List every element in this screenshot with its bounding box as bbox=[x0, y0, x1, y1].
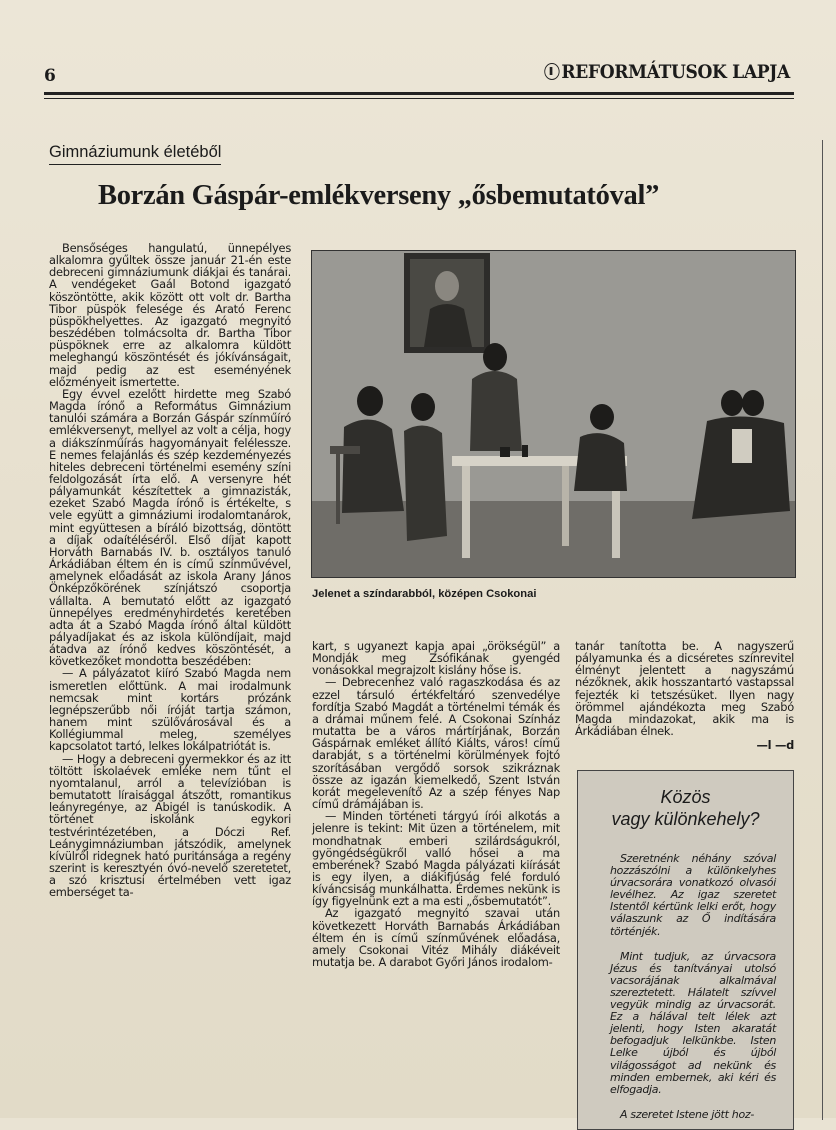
masthead-title: REFORMÁTUSOK LAPJA bbox=[561, 61, 790, 83]
masthead bbox=[544, 61, 790, 83]
paragraph: kart, s ugyanezt kapja apai „örökségül” a Mondják meg Zsófikának gyengéd vonásokkal megrajzolt kislány hőse is. bbox=[312, 639, 560, 678]
header-rule-thin bbox=[44, 98, 794, 99]
sidebar-paragraph: Mint tudjuk, az úrvacsora Jézus és tanítványai utolsó vacsorájának alkalmával szereztetett. Hálatelt szívvel vegyük mindig az úrvacsorát. Ez a hálával telt lélek azt jelenti, hogy Isten akaratát befogadjuk lelkünkbe. Isten Lelke újból és újból világosságot ad nekünk és minden embernek, aki kéri és elfogadja. bbox=[610, 949, 776, 1096]
article-photo bbox=[311, 250, 796, 578]
sidebar-paragraph: A szeretet Istene jött hoz- bbox=[620, 1107, 755, 1121]
section-label: Gimnáziumunk életéből bbox=[49, 143, 221, 165]
masthead-seal-icon bbox=[544, 63, 559, 80]
paragraph: — Minden történeti tárgyú írói alkotás a jelenre is tekint: Mit üzen a történelem, mit mondhatnak emberi szilárdságukról, gyöngédségükről valló hősei a ma emberének? Szabó Magda pályázati kiírását is egy ilyen, a diákifjúság felé forduló kíváncsiság munkálhatta. Érdemes nekünk is így figyelnünk ezt a ma esti „ősbemutatót”. bbox=[312, 809, 560, 909]
article-headline: Borzán Gáspár-emlékverseny „ősbemutatóval” bbox=[98, 180, 660, 211]
paragraph: — Hogy a debreceni gyermekkor és az itt töltött iskolaévek emléke nem tűnt el nyomtalanul, arról a televízióban is bemutatott líraisággal átszőtt, romantikus leányregénye, az Abigél is tanúskodik. A történet iskolánk egykori testvérintézetében, a Dóczi Ref. Leánygimnáziumban játszódik, amelynek kívülről ridegnek ható puritánsága a regény szerint is keresztyén óvó-nevelő szeretetet, a szó krisztusi értelmében vett igaz emberséget ta- bbox=[49, 751, 291, 900]
paragraph: Egy évvel ezelőtt hirdette meg Szabó Magda írónő a Református Gimnázium tanulói számára a Borzán Gáspár színműíró emlékversenyt, mellyel az volt a célja, hogy a diákszínműírás hagyományait felélessze. E nemes felajánlás és szép kezdeményezés hiteles debreceni történelmi esemény színi feldolgozását írta elő. A versenyre hét pályamunkát készítettek a gimnazisták, ezeket Szabó Magda írónő is értékelte, s vele együtt a gimnáziumi irodalomtanárok, mint együttesen a bíráló bizottság, döntött a díjak odaítéléséről. Első díjat kapott Horváth Barnabás IV. b. osztályos tanuló Árkádiában éltem én is című színművével, amelynek előadását az iskola Arany János Önképzőkörének színjátszó csoportja vállalta. A bemutató előtt az igazgató ünnepélyes eredményhirdetés keretében adta át a Szabó Magda írónő által küldött pályadíjakat és az iskola különdíjait, majd átadva az írónő kedves köszöntését, a következőket mondotta beszédében: bbox=[49, 386, 291, 669]
author-signature: —l —d bbox=[756, 738, 794, 753]
paragraph: — Debrecenhez való ragaszkodása és az ezzel társuló értékfeltáró szenvedélye fordítja Szabó Magdát a történelmi témák és a drámai műnem felé. A Csokonai Színház mutatta be a város mártírjának, Borzán Gáspárnak emléket állító Kiálts, város! című darabját, s a történelmi körülmények fojtó szorításában vergődő sorsok szikráznak össze az igazán kiemelkedő, Szent István korát megelevenítő Az a szép fényes Nap című drámájában is. bbox=[312, 675, 560, 812]
article-column-1 bbox=[49, 242, 291, 898]
sidebar-box bbox=[577, 770, 794, 1130]
article-column-3 bbox=[575, 640, 794, 751]
sidebar-title-line: vagy különkehely? bbox=[611, 809, 760, 829]
page-number: 6 bbox=[44, 66, 56, 86]
sidebar-title bbox=[578, 786, 793, 830]
paragraph: Az igazgató megnyitó szavai után következett Horváth Barnabás Árkádiában éltem én is című színművének előadása, amely Csokonai Vitéz Mihály diákéveit mutatja be. A darabot Győri János irodalom- bbox=[312, 906, 560, 970]
paragraph: — A pályázatot kiíró Szabó Magda nem ismeretlen előttünk. A mai irodalmunk nemcsak mint kortárs prózánk legnépszerűbb női íróját tartja számon, hanem mint szülővárosával és a Kollégiummal meleg, személyes kapcsolatot tartó, lelkes lokálpatriótát is. bbox=[49, 666, 291, 754]
photo-caption: Jelenet a színdarabból, középen Csokonai bbox=[312, 588, 537, 600]
paragraph: Bensőséges hangulatú, ünnepélyes alkalomra gyűltek össze január 21-én este debreceni gimnáziumunk diákjai és tanárai. A vendégeket Gaál Botond igazgató köszöntötte, akik között ott volt dr. Bartha Tibor püspök felesége és Arató Ferenc püspökhelyettes. Az igazgató megnyitó beszédében tolmácsolta dr. Bartha Tibor püspöknek erre az alkalomra küldött meleghangú köszöntését és jókívánságait, majd pedig az est eseményének előzményeit ismertette. bbox=[49, 241, 291, 389]
header-rule bbox=[44, 92, 794, 95]
page-edge-line bbox=[822, 140, 823, 1120]
paragraph: tanár tanította be. A nagyszerű pályamunka és a dicséretes színrevitel élményt jelentett a nagyszámú nézőknek, akik hosszantartó vastapssal fejezték ki tetszésüket. Ilyen nagy örömmel ajándékozta meg Szabó Magda mindazokat, akik ma is Árkádiában élnek. bbox=[575, 639, 794, 739]
sidebar-paragraph: Szeretnénk néhány szóval hozzászólni a különkelyhes úrvacsorára vonatkozó olvasói levélhez. Az igaz szeretet Istentől kértünk lelki erőt, hogy válaszunk az Ő indítására történjék. bbox=[610, 852, 776, 938]
article-column-2 bbox=[312, 640, 560, 968]
stage-scene-image bbox=[312, 251, 795, 577]
sidebar-title-line: Közös bbox=[660, 787, 711, 807]
sidebar-text bbox=[610, 853, 776, 1121]
